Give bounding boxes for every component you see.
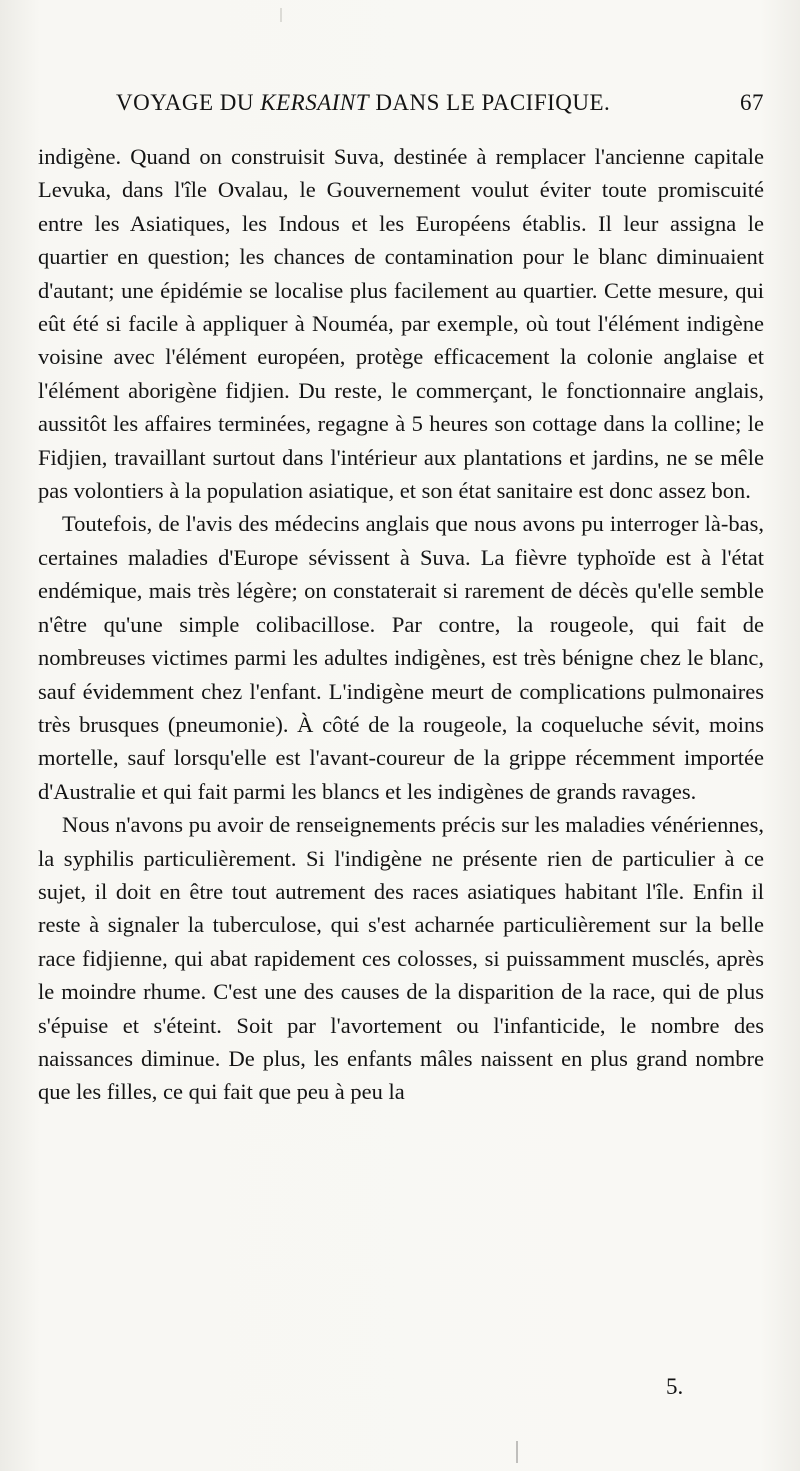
page-number: 67 bbox=[740, 90, 764, 115]
signature-mark: 5. bbox=[666, 1374, 684, 1399]
body-text bbox=[38, 140, 764, 1109]
paragraph-text: Toutefois, de l'avis des médecins anglais que nous avons pu interroger là-bas, certaines maladies d'Europe sévissent à Suva. La fièvre typhoïde est à l'état endémique, mais très légère; on constaterait si rarement de décès qu'elle semble n'être qu'une simple colibacillose. Par contre, la rougeole, qui fait de nombreuses victimes parmi les adultes indigènes, est très bénigne chez le blanc, sauf évidemment chez l'enfant. L'indigène meurt de complications pulmonaires très brusques (pneumonie). À côté de la rougeole, la coqueluche sévit, moins mortelle, sauf lorsqu'elle est l'avant-coureur de la grippe récemment importée d'Australie et qui fait parmi les blancs et les indigènes de grands ravages. bbox=[38, 511, 764, 804]
paper-mark bbox=[280, 8, 282, 22]
paragraph-text: Nous n'avons pu avoir de renseignements précis sur les maladies vénériennes, la syphilis particulièrement. Si l'indigène ne présente rien de particulier à ce sujet, il doit en être tout autrement des races asiatiques habitant l'île. Enfin il reste à signaler la tuberculose, qui s'est acharnée particulièrement sur la belle race fidjienne, qui abat rapidement ces colosses, si puissamment musclés, après le moindre rhume. C'est une des causes de la disparition de la race, qui de plus s'épuise et s'éteint. Soit par l'avortement ou l'infanticide, le nombre des naissances diminue. De plus, les enfants mâles naissent en plus grand nombre que les filles, ce qui fait que peu à peu la bbox=[38, 812, 764, 1105]
paragraph-2 bbox=[38, 507, 764, 808]
running-title-prefix: VOYAGE DU bbox=[116, 90, 261, 115]
running-head bbox=[38, 90, 764, 120]
running-title-suffix: DANS LE PACIFIQUE. bbox=[369, 90, 611, 115]
paragraph-text: indigène. Quand on construisit Suva, destinée à remplacer l'ancienne capitale Levuka, dans l'île Ovalau, le Gouvernement voulut éviter toute promiscuité entre les Asiatiques, les Indous et les Européens établis. Il leur assigna le quartier en question; les chances de contamination pour le blanc diminuaient d'autant; une épidémie se localise plus facilement au quartier. Cette mesure, qui eût été si facile à appliquer à Nouméa, par exemple, où tout l'élément indigène voisine avec l'élément européen, protège efficacement la colonie anglaise et l'élément aborigène fidjien. Du reste, le commerçant, le fonctionnaire anglais, aussitôt les affaires terminées, regagne à 5 heures son cottage dans la colline; le Fidjien, travaillant surtout dans l'intérieur aux plantations et jardins, ne se mêle pas volontiers à la population asiatique, et son état sanitaire est donc assez bon. bbox=[38, 144, 764, 504]
paragraph-1 bbox=[38, 140, 764, 507]
running-title bbox=[116, 90, 610, 116]
paper-mark bbox=[516, 1441, 518, 1463]
running-title-ship-name: KERSAINT bbox=[260, 90, 370, 115]
paragraph-3 bbox=[38, 808, 764, 1109]
